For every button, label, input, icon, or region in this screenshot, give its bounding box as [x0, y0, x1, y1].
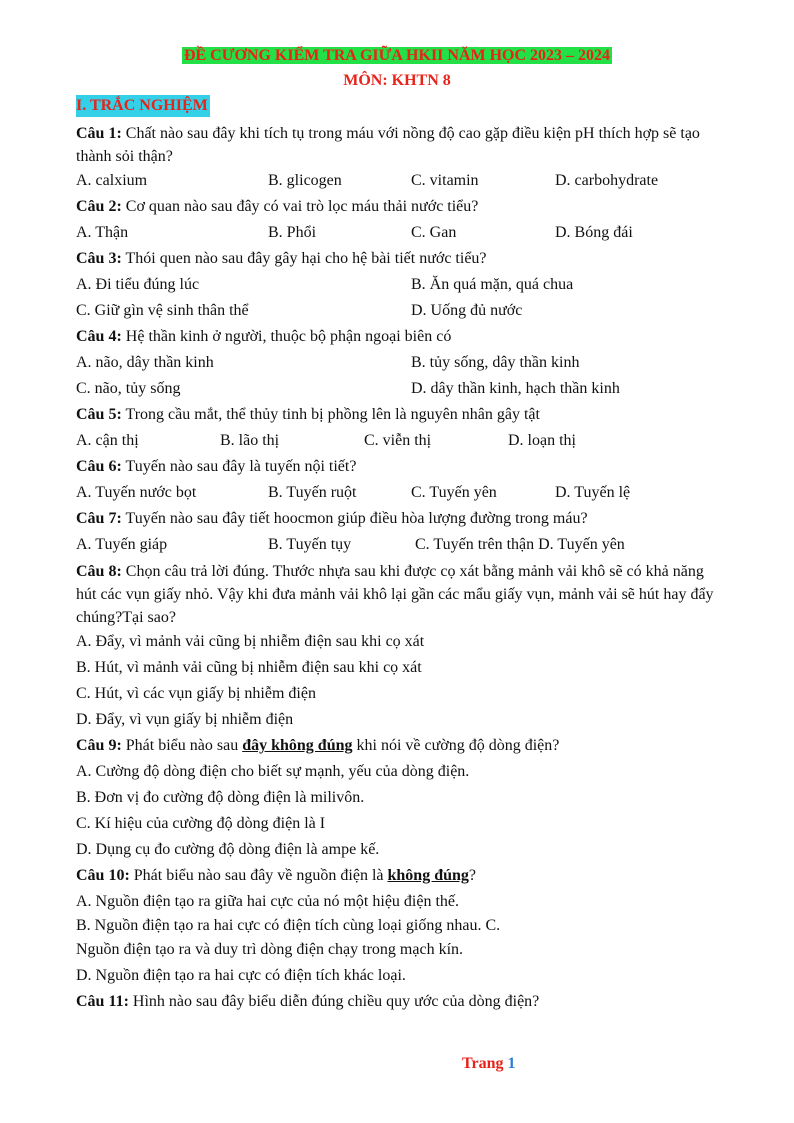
option: B. Tuyến ruột — [268, 484, 357, 501]
option: A. não, dây thần kinh — [76, 354, 214, 371]
question-5: Câu 5: Trong cầu mắt, thể thủy tinh bị phồng lên là nguyên nhân gây tật — [76, 406, 540, 423]
option: B. Phổi — [268, 224, 317, 241]
option: D. Uống đủ nước — [411, 302, 523, 319]
question-list — [76, 120, 724, 1015]
question-1-options — [76, 168, 724, 194]
question-7: Câu 7: Tuyến nào sau đây tiết hoocmon giúp điều hòa lượng đường trong máu? — [76, 510, 588, 527]
question-2-options — [76, 220, 724, 246]
question-6-options — [76, 480, 724, 506]
question-11: Câu 11: Hình nào sau đây biểu diễn đúng chiều quy ước của dòng điện? — [76, 993, 540, 1010]
question-8-option-d: D. Đẩy, vì vụn giấy bị nhiễm điện — [76, 711, 294, 728]
emphasis-text: không đúng — [387, 867, 469, 884]
option: C. Tuyến trên thận D. Tuyến yên — [415, 536, 625, 553]
option: C. vitamin — [411, 172, 479, 189]
question-3-options-row2 — [76, 298, 724, 324]
page-footer — [462, 1055, 515, 1073]
question-1: Câu 1: Chất nào sau đây khi tích tụ trong máu với nồng độ cao gặp điều kiện pH thích hợp sẽ tạo thành sỏi thận? — [76, 125, 700, 165]
option: A. Tuyến nước bọt — [76, 484, 197, 501]
page-label: Trang — [462, 1055, 504, 1072]
question-9-option-c: C. Kí hiệu của cường độ dòng điện là I — [76, 815, 326, 832]
question-10-option-a: A. Nguồn điện tạo ra giữa hai cực của nó một hiệu điện thế. — [76, 893, 460, 910]
option: B. lão thị — [220, 432, 280, 449]
question-9-option-b: B. Đơn vị đo cường độ dòng điện là milivôn. — [76, 789, 365, 806]
option: D. Bóng đái — [555, 224, 633, 241]
question-9-option-d: D. Dụng cụ đo cường độ dòng điện là ampe kế. — [76, 841, 380, 858]
option: D. carbohydrate — [555, 172, 659, 189]
question-8-option-c: C. Hút, vì các vụn giấy bị nhiễm điện — [76, 685, 316, 702]
option: C. viễn thị — [364, 432, 432, 449]
question-7-options — [76, 532, 724, 558]
document-title: ĐỀ CƯƠNG KIỂM TRA GIỮA HKII NĂM HỌC 2023 – 2024 — [183, 47, 611, 64]
question-10-option-b: B. Nguồn điện tạo ra hai cực có điện tích cùng loại giống nhau. C. — [76, 917, 501, 934]
question-10-option-d: D. Nguồn điện tạo ra hai cực có điện tích khác loại. — [76, 967, 406, 984]
option: B. Ăn quá mặn, quá chua — [411, 276, 574, 293]
option: C. Giữ gìn vệ sinh thân thể — [76, 302, 249, 319]
option: B. glicogen — [268, 172, 342, 189]
page-number: 1 — [507, 1055, 516, 1072]
question-8-option-b: B. Hút, vì mảnh vải cũng bị nhiễm điện sau khi cọ xát — [76, 659, 422, 676]
question-5-options — [76, 428, 724, 454]
question-9: Câu 9: Phát biểu nào sau đây không đúng khi nói về cường độ dòng điện? — [76, 737, 560, 754]
question-8: Câu 8: Chọn câu trả lời đúng. Thước nhựa sau khi được cọ xát bằng mảnh vải khô sẽ có khả năng hút các vụn giấy nhỏ. Vậy khi đưa mảnh vải khô lại gần các mẩu giấy vụn, mảnh vải sẽ hút hay đẩy chúng?Tại sao? — [76, 563, 714, 626]
option: D. loạn thị — [508, 432, 576, 449]
option: A. calxium — [76, 172, 148, 189]
option: D. dây thần kinh, hạch thần kinh — [411, 380, 620, 397]
question-8-option-a: A. Đẩy, vì mảnh vải cũng bị nhiễm điện sau khi cọ xát — [76, 633, 425, 650]
question-10-option-c: Nguồn điện tạo ra và duy trì dòng điện chạy trong mạch kín. — [76, 941, 464, 958]
option: A. Đi tiểu đúng lúc — [76, 276, 200, 293]
section-heading: I. TRẮC NGHIỆM — [76, 95, 210, 117]
option: A. Thận — [76, 224, 129, 241]
option: B. Tuyến tụy — [268, 536, 352, 553]
question-4: Câu 4: Hệ thần kinh ở người, thuộc bộ phận ngoại biên có — [76, 328, 452, 345]
option: C. não, tủy sống — [76, 380, 181, 397]
question-9-option-a: A. Cường độ dòng điện cho biết sự mạnh, yếu của dòng điện. — [76, 763, 470, 780]
question-3: Câu 3: Thói quen nào sau đây gây hại cho hệ bài tiết nước tiểu? — [76, 250, 487, 267]
option: C. Gan — [411, 224, 457, 241]
option: A. cận thị — [76, 432, 139, 449]
subject-title: MÔN: KHTN 8 — [343, 72, 451, 89]
question-4-options-row2 — [76, 376, 724, 402]
question-4-options-row1 — [76, 350, 724, 376]
option: C. Tuyến yên — [411, 484, 497, 501]
question-10: Câu 10: Phát biểu nào sau đây về nguồn điện là không đúng? — [76, 867, 476, 884]
emphasis-text: đây không đúng — [242, 737, 353, 754]
question-3-options-row1 — [76, 272, 724, 298]
option: B. tủy sống, dây thần kinh — [411, 354, 580, 371]
option: A. Tuyến giáp — [76, 536, 168, 553]
question-2: Câu 2: Cơ quan nào sau đây có vai trò lọc máu thải nước tiểu? — [76, 198, 479, 215]
option: D. Tuyến lệ — [555, 484, 631, 501]
question-6: Câu 6: Tuyến nào sau đây là tuyến nội tiết? — [76, 458, 357, 475]
